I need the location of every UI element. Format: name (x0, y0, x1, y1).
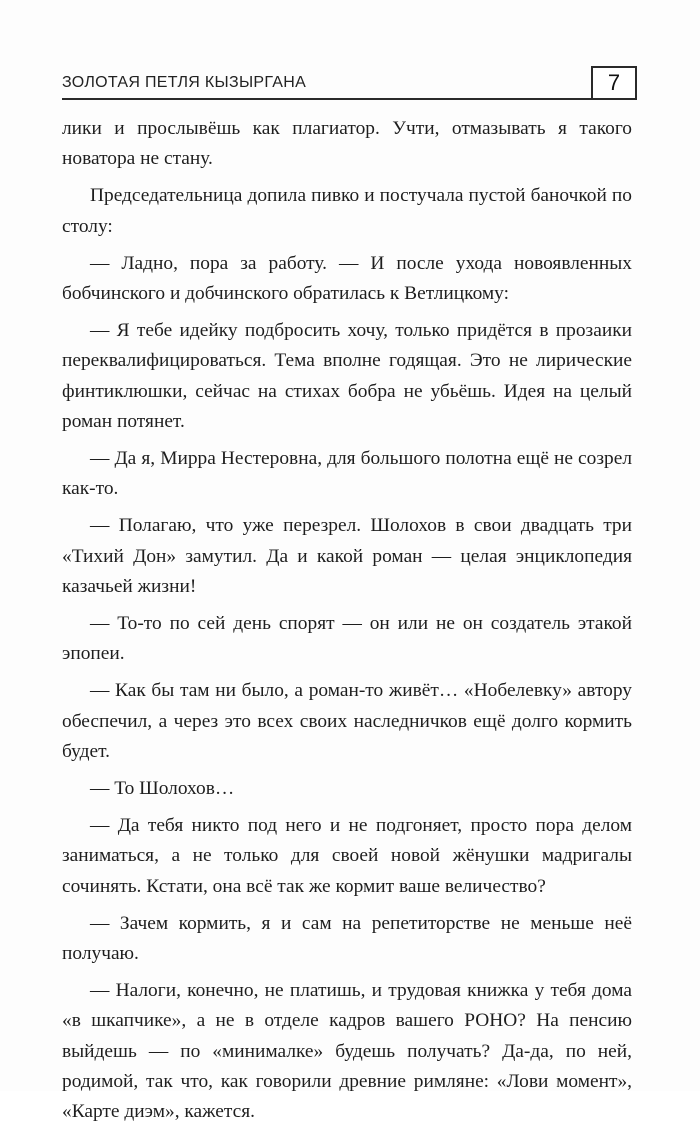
paragraph: лики и прослывёшь как плагиатор. Учти, отмазывать я такого новатора не стану. (62, 118, 632, 170)
page-number: 7 (607, 70, 621, 95)
page-number-box (591, 66, 637, 98)
running-header (62, 66, 637, 100)
running-title: ЗОЛОТАЯ ПЕТЛЯ КЫЗЫРГАНА (62, 74, 307, 91)
paragraph: — Ладно, пора за работу. — И после ухода новоявленных бобчинского и добчинского обратилась к Ветлицкому: (62, 252, 632, 305)
paragraph: — Полагаю, что уже перезрел. Шолохов в свои двадцать три «Тихий Дон» замутил. Да и какой роман — целая энциклопедия казачьей жизни! (62, 515, 632, 597)
text-body (62, 114, 632, 1134)
paragraph: — Как бы там ни было, а роман-то живёт… «Нобелевку» автору обеспечил, а через это всех своих наследничков ещё долго кормить будет. (62, 680, 632, 762)
paragraph: Председательница допила пивко и постучала пустой баночкой по столу: (62, 185, 632, 237)
paragraph: — То-то по сей день спорят — он или не он создатель этакой эпопеи. (62, 613, 632, 665)
paragraph: — Я тебе идейку подбросить хочу, только придётся в прозаики переквалифицироваться. Тема вполне годящая. Это не лирические финтиклюшки, сейчас на стихах бобра не убьёшь. Идея на целый роман потянет. (62, 320, 632, 432)
paragraph: — Налоги, конечно, не платишь, и трудовая книжка у тебя дома «в шкапчике», а не в отделе кадров вашего РОНО? На пенсию выйдешь — по «минималке» будешь получать? Да-да, по ней, родимой, так что, как говорили древние римляне: «Лови момент», «Карте диэм», кажется. (62, 980, 632, 1123)
paragraph: — Да тебя никто под него и не подгоняет, просто пора делом заниматься, а не только для своей новой жёнушки мадригалы сочинять. Кстати, она всё так же кормит ваше величество? (62, 815, 632, 897)
paragraph: — Зачем кормить, я и сам на репетиторстве не меньше неё получаю. (62, 912, 632, 965)
paragraph: — Да я, Мирра Нестеровна, для большого полотна ещё не созрел как-то. (62, 448, 632, 500)
paragraph: — То Шолохов… (90, 778, 235, 800)
